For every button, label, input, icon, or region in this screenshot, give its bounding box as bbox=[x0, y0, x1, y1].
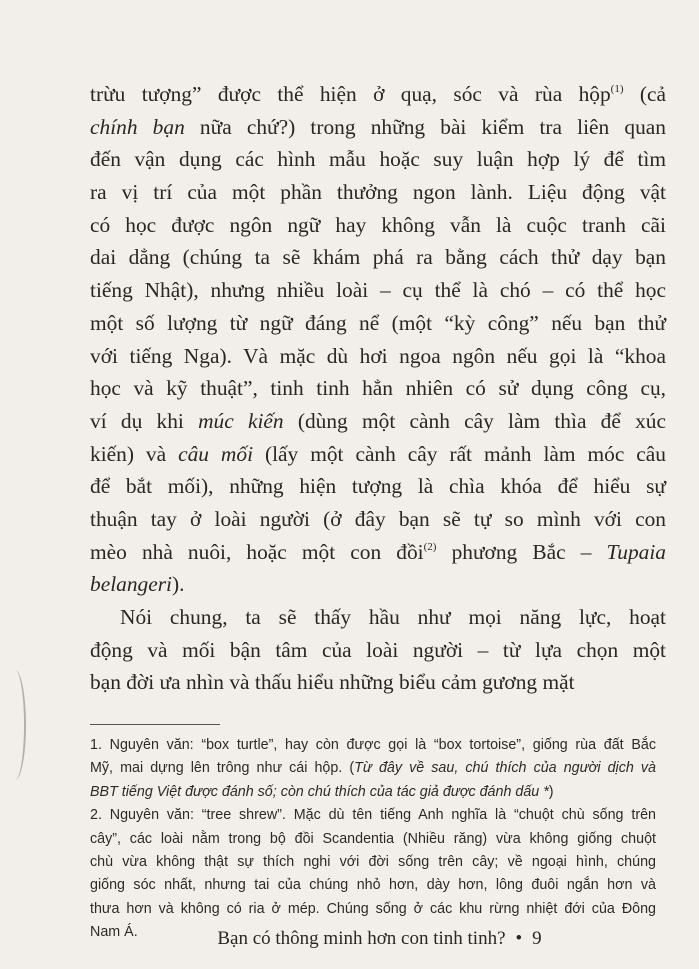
italic-text: câu mối bbox=[178, 441, 254, 466]
footnote-line bbox=[90, 734, 656, 757]
text-line bbox=[90, 536, 666, 569]
text-run: ). bbox=[171, 572, 185, 597]
text-run: động và mối bận tâm của loài người – từ lựa chọn một bbox=[90, 637, 666, 662]
text-run: học và kỹ thuật”, tinh tinh hẳn nhiên có sử dụng công cụ, bbox=[90, 376, 666, 401]
text-run: để bắt mối), những hiện tượng là chìa khóa để hiểu sự bbox=[90, 474, 666, 499]
text-line bbox=[90, 340, 666, 373]
text-line bbox=[90, 372, 666, 405]
italic-text: chính bạn bbox=[90, 114, 185, 139]
text-line bbox=[90, 405, 666, 438]
text-run: với tiếng Nga). Và mặc dù hơi ngoa ngôn nếu gọi là “khoa bbox=[90, 343, 666, 368]
text-run: 2. Nguyên văn: “tree shrew”. Mặc dù tên tiếng Anh nghĩa là “chuột chù sống trên bbox=[90, 807, 656, 824]
footnote-line bbox=[90, 874, 656, 897]
footer-separator: • bbox=[515, 928, 523, 949]
text-line bbox=[90, 601, 666, 634]
text-run: dai dẳng (chúng ta sẽ khám phá ra bằng cách thử dạy bạn bbox=[90, 245, 666, 270]
text-run: Nam Á. bbox=[90, 924, 138, 941]
text-run: trừu tượng” được thể hiện ở quạ, sóc và rùa hộp bbox=[90, 82, 611, 106]
text-line bbox=[90, 503, 666, 536]
text-run: ra vị trí của một phần thưởng ngon lành. Liệu động vật bbox=[90, 180, 666, 205]
text-line bbox=[90, 78, 666, 111]
footnote-line bbox=[90, 804, 656, 827]
footnote-divider bbox=[90, 724, 220, 725]
text-run: đến vận dụng các hình mẫu hoặc suy luận hợp lý để tìm bbox=[90, 147, 666, 172]
text-run: 1. Nguyên văn: “box turtle”, hay còn được gọi là “box tortoise”, giống rùa đất Bắc bbox=[90, 737, 656, 753]
text-line bbox=[90, 143, 666, 176]
text-run: có học được ngôn ngữ hay không vẫn là cuộc tranh cãi bbox=[90, 212, 666, 237]
text-run: Nói chung, ta sẽ thấy hầu như mọi năng lực, hoạt bbox=[120, 605, 666, 629]
text-line bbox=[90, 307, 666, 340]
text-line bbox=[90, 209, 666, 242]
text-run: (cả bbox=[623, 82, 666, 106]
text-run: Mỹ, mai dựng lên trông như cái hộp. ( bbox=[90, 760, 355, 777]
text-run: giống sóc nhất, nhưng tai của chúng nhỏ hơn, dày hơn, lông đuôi ngắn hơn và bbox=[90, 877, 656, 894]
italic-text: Từ đây về sau, chú thích của người dịch và bbox=[354, 760, 656, 777]
text-run: cây”, các loài nằm trong bộ đồi Scandentia (Nhiều răng) vừa không giống chuột bbox=[90, 830, 656, 847]
text-line bbox=[90, 470, 666, 503]
text-run: (dùng một cành cây làm thìa để xúc bbox=[283, 408, 666, 433]
text-line bbox=[90, 241, 666, 274]
footnotes bbox=[90, 734, 656, 945]
text-run: ví dụ khi bbox=[90, 408, 199, 433]
footnote-line bbox=[90, 828, 656, 851]
text-line bbox=[90, 568, 666, 601]
page-fold-shadow bbox=[4, 670, 26, 780]
text-run: kiến) và bbox=[90, 441, 179, 466]
text-run: một số lượng từ ngữ đáng nể (một “kỳ công” nếu bạn thử bbox=[90, 310, 666, 335]
footnote-line bbox=[90, 757, 656, 780]
text-line bbox=[90, 111, 666, 144]
page-footer bbox=[0, 928, 699, 950]
running-title: Bạn có thông minh hơn con tinh tinh? bbox=[217, 928, 506, 949]
text-run: (lấy một cành cây rất mảnh làm móc câu bbox=[253, 441, 666, 466]
text-line bbox=[90, 438, 666, 471]
text-run: nữa chứ?) trong những bài kiểm tra liên quan bbox=[184, 114, 666, 139]
text-line bbox=[90, 176, 666, 209]
italic-text: belangeri bbox=[90, 572, 172, 597]
footnote-line bbox=[90, 898, 656, 921]
text-run: tiếng Nhật), nhưng nhiều loài – cụ thể là chó – có thể học bbox=[90, 278, 666, 303]
text-line bbox=[90, 634, 666, 667]
italic-text: BBT tiếng Việt được đánh số; còn chú thích của tác giả được đánh dấu * bbox=[90, 783, 549, 800]
italic-text: múc kiến bbox=[198, 408, 284, 433]
text-run: mèo nhà nuôi, hoặc một con đồi bbox=[90, 539, 424, 564]
text-run: chù vừa không thật sự thích nghi với đời sống trên cây; về ngoại hình, chúng bbox=[90, 853, 656, 870]
text-run: phương Bắc – bbox=[436, 539, 607, 564]
text-run: thưa hơn và không có ria ở mép. Chúng sống ở các khu rừng nhiệt đới của Đông bbox=[90, 900, 656, 917]
text-run: bạn đời ưa nhìn và thấu hiểu những biểu cảm gương mặt bbox=[90, 670, 575, 695]
text-run: thuận tay ở loài người (ở đây bạn sẽ tự so mình với con bbox=[90, 506, 666, 531]
footnote-line bbox=[90, 851, 656, 874]
italic-text: Tupaia bbox=[606, 539, 666, 564]
page-number: 9 bbox=[532, 928, 542, 949]
footnote-marker: (1) bbox=[610, 83, 624, 95]
text-line bbox=[90, 274, 666, 307]
text-line bbox=[90, 666, 666, 699]
text-run: ) bbox=[548, 783, 554, 800]
body-text bbox=[90, 78, 666, 699]
footnote-marker: (2) bbox=[423, 540, 437, 553]
footnote-line bbox=[90, 781, 656, 804]
